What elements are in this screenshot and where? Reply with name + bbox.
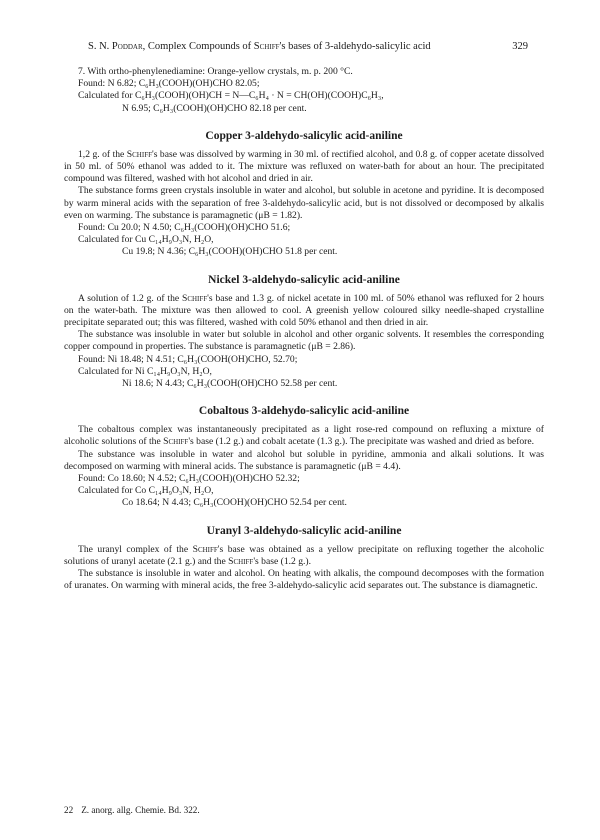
paragraph	[64, 149, 544, 186]
title-part-2: 's bases of 3-aldehydo-salicylic acid	[279, 41, 431, 52]
calculated-values: Ni 18.6; N 4.43; C₆H₃(COOH(OH)CHO 52.58 per cent.	[122, 378, 338, 390]
found-line: Found: Ni 18.48; N 4.51; C₆H₃(COOH(OH)CHO, 52.70;	[78, 353, 298, 365]
paragraph: The substance was insoluble in water and alcohol but soluble in pyridine, ammonia and alkali solutions. It was decomposed on warming with mineral acids. The substance is paramagnetic (μB = 4.4).	[64, 448, 544, 472]
calculated-line: Calculated for Ni C₁₄H₉O₃N, H₂O,	[78, 365, 212, 377]
footer-number: 22	[64, 805, 74, 815]
text: 's base (1.2 g.) and cobalt acetate (1.3 g.). The precipitate was washed and dried as before.	[188, 436, 535, 448]
page-number: 329	[512, 41, 528, 52]
cobalt-section	[64, 404, 544, 509]
text: 's base and 1.3 g. of nickel acetate in 100 ml. of 50% ethanol was refluxed for 2 hours on the water-bath. The mixture was then allowed to cool. A greenish yellow coloured silky needle-shaped crystalline precipitate separated out; this was filtered, washed with cold 50% ethanol and then dried in air.	[64, 292, 544, 329]
paragraph: The substance is insoluble in water and alcohol. On heating with alkalis, the compound decomposes with the formation of uranates. On warming with mineral acids, the free 3-aldehydo-salicylic acid separates out. The substance is diamagnetic.	[64, 568, 544, 592]
calculated-values: Co 18.64; N 4.43; C₆H₃(COOH)(OH)CHO 52.54 per cent.	[122, 497, 347, 509]
found-line: Found: Cu 20.0; N 4.50; C₆H₃(COOH)(OH)CHO 51.6;	[78, 222, 291, 234]
author-name: S. N. Poddar	[88, 41, 143, 52]
copper-section	[64, 129, 544, 259]
calculated-line: Calculated for C₆H₃(COOH)(OH)CH = N—C₆H₄ · N = CH(OH)(COOH)C₆H₃,	[78, 90, 384, 102]
calculated-values: N 6.95; C₆H₃(COOH)(OH)CHO 82.18 per cent.	[122, 102, 307, 114]
paragraph	[64, 544, 544, 568]
uranyl-section	[64, 524, 544, 593]
schiff-name: Schiff	[228, 555, 254, 567]
item-7: 7. With ortho-phenylenediamine: Orange-yellow crystals, m. p. 200 °C.	[78, 66, 353, 77]
text: 's base (1.2 g.).	[253, 555, 311, 567]
paragraph: The substance forms green crystals insoluble in water and alcohol, but soluble in acetone and pyridine. It is decomposed by warm mineral acids with the separation of free 3-aldehydo-salicylic acid, but is not dissolved or decomposed by alkalis even on warming. The substance is paramagnetic (μB = 1.82).	[64, 185, 544, 221]
schiff-name: Schiff	[192, 543, 218, 555]
text: The uranyl complex of the	[78, 543, 193, 555]
paragraph	[64, 424, 544, 448]
running-head	[88, 40, 528, 54]
text: A solution of 1.2 g. of the	[78, 292, 182, 304]
section-heading: Cobaltous 3-aldehydo-salicylic acid-aniline	[198, 405, 410, 418]
calculated-line: Calculated for Cu C₁₄H₉O₃N, H₂O,	[78, 234, 214, 246]
found-line: Found: N 6.82; C₆H₃(COOH)(OH)CHO 82.05;	[78, 78, 260, 90]
section-heading: Copper 3-aldehydo-salicylic acid-aniline	[205, 129, 403, 142]
nickel-section	[64, 273, 544, 391]
schiff-name: Schiff	[126, 148, 152, 160]
paragraph	[64, 293, 544, 330]
schiff-name: Schiff	[163, 436, 189, 448]
title-part-1: , Complex Compounds of	[142, 41, 254, 52]
section-heading: Nickel 3-aldehydo-salicylic acid-aniline	[208, 273, 400, 286]
paragraph: The substance was insoluble in water but soluble in alcohol and other organic solvents. It resembles the corresponding copper compound in properties. The substance is paramagnetic (μB = 2.86).	[64, 329, 544, 353]
page-footer	[64, 804, 544, 816]
text: The cobaltous complex was instantaneously precipitated as a light rose-red compound on refluxing a mixture of alcoholic solutions of the	[64, 424, 544, 448]
text: 1,2 g. of the	[78, 148, 127, 160]
intro-section	[64, 66, 544, 115]
article-body	[64, 66, 544, 593]
schiff-name: Schiff	[253, 41, 280, 52]
text: 's base was dissolved by warming in 30 ml. of rectified alcohol, and 0.8 g. of copper acetate dissolved in 50 ml. of 50% ethanol was added to it. The mixture was refluxed on water-bath for about an hour. The precipitated compound was filtered, washed with hot alcohol and dried in air.	[64, 148, 544, 185]
section-heading: Uranyl 3-aldehydo-salicylic acid-aniline	[206, 524, 402, 537]
found-line: Found: Co 18.60; N 4.52; C₆H₃(COOH)(OH)CHO 52.32;	[78, 473, 300, 485]
journal-reference: Z. anorg. allg. Chemie. Bd. 322.	[81, 805, 200, 815]
schiff-name: Schiff	[181, 292, 208, 304]
calculated-values: Cu 19.8; N 4.36; C₆H₃(COOH)(OH)CHO 51.8 per cent.	[122, 246, 338, 258]
calculated-line: Calculated for Co C₁₄H₉O₃N, H₂O,	[78, 485, 214, 497]
text: 's base was obtained as a yellow precipitate on refluxing together the alcoholic solutions of uranyl acetate (2.1 g.) and the	[64, 543, 544, 567]
